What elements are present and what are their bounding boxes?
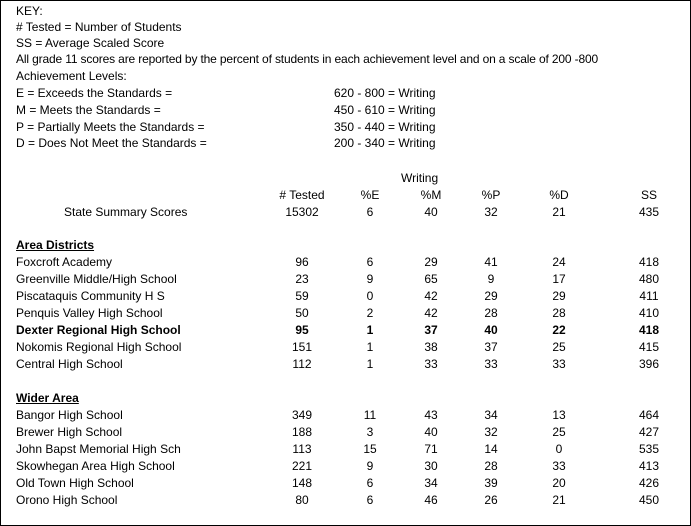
cell-ss: 415 [638, 340, 660, 354]
cell-m: 29 [424, 255, 438, 269]
cell-e: 0 [366, 289, 374, 303]
key-line-levels: Achievement Levels: [16, 69, 127, 83]
cell-e: 6 [366, 255, 374, 269]
cell-tested: 151 [291, 340, 313, 354]
school-name: Brewer High School [16, 425, 123, 439]
col-header-ss: SS [640, 188, 657, 202]
cell-p: 14 [484, 442, 498, 456]
table-row [1, 407, 690, 424]
level-d-label: D = Does Not Meet the Standards = [16, 136, 207, 150]
cell-m: 42 [424, 306, 438, 320]
cell-d: 22 [552, 323, 566, 337]
cell-d: 21 [552, 493, 566, 507]
cell-e: 6 [366, 476, 374, 490]
school-name: Central High School [16, 357, 123, 371]
cell-p: 32 [484, 425, 498, 439]
table-row [1, 458, 690, 475]
table-row [1, 475, 690, 492]
cell-ss: 418 [638, 255, 660, 269]
state-p: 32 [484, 205, 498, 219]
cell-d: 13 [552, 408, 566, 422]
level-m-range: 450 - 610 = Writing [334, 103, 436, 117]
cell-m: 71 [424, 442, 438, 456]
table-row [1, 492, 690, 509]
state-summary-row [1, 204, 690, 221]
key-line-scale: All grade 11 scores are reported by the percent of students in each achievement level and on a scale of 200 -800 [16, 52, 599, 66]
col-header-e: %E [360, 188, 380, 202]
table-row [1, 288, 690, 305]
col-header-tested: # Tested [279, 188, 325, 202]
section-title-area-districts: Area Districts [16, 238, 95, 252]
school-name: John Bapst Memorial High Sch [16, 442, 181, 456]
cell-m: 38 [424, 340, 438, 354]
school-name: Dexter Regional High School [16, 323, 181, 337]
cell-d: 29 [552, 289, 566, 303]
school-name: Nokomis Regional High School [16, 340, 182, 354]
cell-tested: 112 [292, 357, 312, 371]
school-name: Greenville Middle/High School [16, 272, 177, 286]
cell-tested: 23 [295, 272, 309, 286]
cell-d: 17 [552, 272, 566, 286]
cell-d: 0 [555, 442, 563, 456]
cell-m: 37 [424, 323, 438, 337]
school-name: Skowhegan Area High School [16, 459, 175, 473]
school-name: Bangor High School [16, 408, 123, 422]
col-header-m: %M [420, 188, 442, 202]
cell-p: 9 [487, 272, 495, 286]
level-d-range: 200 - 340 = Writing [334, 136, 436, 150]
level-p-label: P = Partially Meets the Standards = [16, 120, 205, 134]
level-m-label: M = Meets the Standards = [16, 103, 161, 117]
table-row [1, 322, 690, 339]
state-e: 6 [366, 205, 374, 219]
cell-tested: 113 [292, 442, 312, 456]
table-row [1, 339, 690, 356]
writing-group-header: Writing [401, 171, 439, 185]
table-row [1, 356, 690, 373]
cell-e: 15 [363, 442, 377, 456]
key-line-tested: # Tested = Number of Students [16, 20, 182, 34]
level-e-label: E = Exceeds the Standards = [16, 86, 173, 100]
cell-e: 9 [366, 272, 374, 286]
cell-m: 65 [424, 272, 438, 286]
cell-d: 20 [552, 476, 566, 490]
cell-p: 28 [484, 306, 498, 320]
col-header-p: %P [481, 188, 501, 202]
col-header-d: %D [549, 188, 569, 202]
cell-tested: 221 [291, 459, 313, 473]
cell-ss: 426 [638, 476, 660, 490]
table-row [1, 271, 690, 288]
cell-d: 28 [552, 306, 566, 320]
cell-ss: 450 [638, 493, 660, 507]
school-name: Piscataquis Community H S [16, 289, 165, 303]
cell-e: 1 [366, 357, 374, 371]
cell-p: 28 [484, 459, 498, 473]
cell-tested: 80 [295, 493, 309, 507]
cell-m: 40 [424, 425, 438, 439]
table-row [1, 305, 690, 322]
cell-m: 43 [424, 408, 438, 422]
table-row [1, 441, 690, 458]
section-title-wider-area: Wider Area [16, 391, 79, 405]
cell-p: 37 [484, 340, 498, 354]
cell-m: 34 [424, 476, 438, 490]
cell-p: 34 [484, 408, 498, 422]
cell-d: 33 [552, 459, 566, 473]
state-m: 40 [424, 205, 438, 219]
cell-tested: 96 [295, 255, 309, 269]
level-e-range: 620 - 800 = Writing [334, 86, 436, 100]
cell-ss: 535 [638, 442, 660, 456]
cell-p: 26 [484, 493, 498, 507]
school-name: Orono High School [16, 493, 118, 507]
cell-ss: 480 [638, 272, 660, 286]
cell-d: 33 [552, 357, 566, 371]
state-d: 21 [552, 205, 566, 219]
cell-m: 42 [424, 289, 438, 303]
key-title: KEY: [16, 4, 43, 18]
cell-p: 39 [484, 476, 498, 490]
cell-e: 3 [366, 425, 374, 439]
cell-p: 40 [484, 323, 498, 337]
school-name: Old Town High School [16, 476, 134, 490]
table-row [1, 424, 690, 441]
table-row [1, 254, 690, 271]
cell-tested: 148 [291, 476, 313, 490]
state-tested: 15302 [285, 205, 319, 219]
school-name: Penquis Valley High School [16, 306, 163, 320]
cell-e: 1 [366, 323, 374, 337]
cell-m: 46 [424, 493, 438, 507]
cell-d: 25 [552, 340, 566, 354]
cell-d: 25 [552, 425, 566, 439]
cell-ss: 418 [638, 323, 660, 337]
cell-tested: 95 [295, 323, 309, 337]
cell-ss: 396 [638, 357, 660, 371]
cell-tested: 59 [295, 289, 309, 303]
cell-e: 6 [366, 493, 374, 507]
cell-ss: 427 [638, 425, 660, 439]
state-ss: 435 [638, 205, 660, 219]
level-p-range: 350 - 440 = Writing [334, 120, 436, 134]
cell-tested: 50 [295, 306, 309, 320]
state-summary-label: State Summary Scores [64, 205, 188, 219]
cell-p: 33 [484, 357, 498, 371]
cell-ss: 413 [638, 459, 660, 473]
cell-ss: 464 [638, 408, 660, 422]
cell-ss: 411 [639, 289, 659, 303]
cell-m: 30 [424, 459, 438, 473]
cell-d: 24 [552, 255, 566, 269]
cell-p: 41 [484, 255, 498, 269]
cell-e: 1 [366, 340, 374, 354]
cell-e: 9 [366, 459, 374, 473]
cell-tested: 349 [291, 408, 313, 422]
cell-p: 29 [484, 289, 498, 303]
school-name: Foxcroft Academy [16, 255, 113, 269]
cell-ss: 410 [638, 306, 660, 320]
cell-tested: 188 [291, 425, 313, 439]
cell-e: 2 [366, 306, 374, 320]
key-line-ss: SS = Average Scaled Score [16, 36, 165, 50]
cell-e: 11 [363, 408, 377, 422]
cell-m: 33 [424, 357, 438, 371]
